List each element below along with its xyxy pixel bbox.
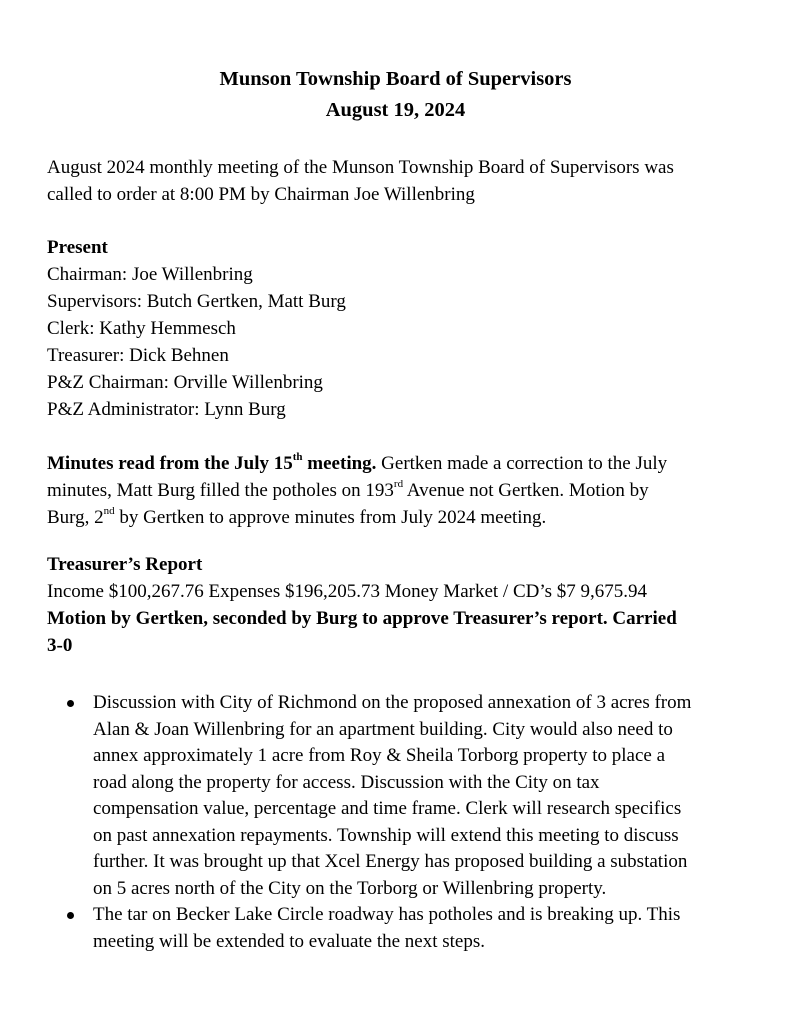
treasurer-motion: Motion by Gertken, seconded by Burg to approve Treasurer’s report. Carried (47, 608, 677, 629)
present-clerk: Clerk: Kathy Hemmesch (47, 318, 236, 339)
present-chairman: Chairman: Joe Willenbring (47, 264, 253, 285)
minutes-section (47, 450, 747, 531)
bullet-icon (67, 912, 74, 919)
minutes-heading: Minutes read from the July 15th meeting. (47, 450, 377, 474)
intro-line: August 2024 monthly meeting of the Munson Township Board of Supervisors was (47, 157, 674, 178)
treasurer-report-section (47, 551, 747, 659)
document-title: Munson Township Board of Supervisors (219, 68, 572, 90)
meeting-date: August 19, 2024 (325, 99, 466, 121)
intro-line: called to order at 8:00 PM by Chairman Joe Willenbring (47, 184, 475, 205)
present-pz-administrator: P&Z Administrator: Lynn Burg (47, 399, 286, 420)
list-item: The tar on Becker Lake Circle roadway has potholes and is breaking up. This meeting will be extended to evaluate the next steps. (47, 902, 752, 955)
present-supervisors: Supervisors: Butch Gertken, Matt Burg (47, 291, 346, 312)
list-item: Discussion with City of Richmond on the proposed annexation of 3 acres from Alan & Joan Willenbring for an apartment building. City would also need to annex approximately 1 acre from Roy & Sheila Torborg property to place a road along the property for access. Discussion with the City on tax compensation value, percentage and time frame. Clerk will research specifics on past annexation repayments. Township will extend this meeting to discuss further. It was brought up that Xcel Energy has proposed building a substation on 5 acres north of the City on the Torborg or Willenbring property. (47, 690, 752, 902)
minutes-line: Minutes read from the July 15th meeting. Gertken made a correction to the July (47, 450, 668, 474)
intro-paragraph (47, 154, 747, 208)
bullet-icon (67, 700, 74, 707)
treasurer-report-figures: Income $100,267.76 Expenses $196,205.73 Money Market / CD’s $7 9,675.94 (47, 581, 648, 602)
discussion-list (47, 690, 752, 955)
minutes-line: minutes, Matt Burg filled the potholes on 193rd Avenue not Gertken. Motion by (47, 477, 649, 501)
present-pz-chairman: P&Z Chairman: Orville Willenbring (47, 372, 323, 393)
present-section (47, 234, 747, 423)
minutes-line: Burg, 2nd by Gertken to approve minutes from July 2024 meeting. (47, 504, 547, 528)
treasurer-motion-result: 3-0 (47, 635, 73, 656)
treasurer-report-heading: Treasurer’s Report (47, 554, 203, 575)
present-heading: Present (47, 237, 108, 258)
present-treasurer: Treasurer: Dick Behnen (47, 345, 229, 366)
